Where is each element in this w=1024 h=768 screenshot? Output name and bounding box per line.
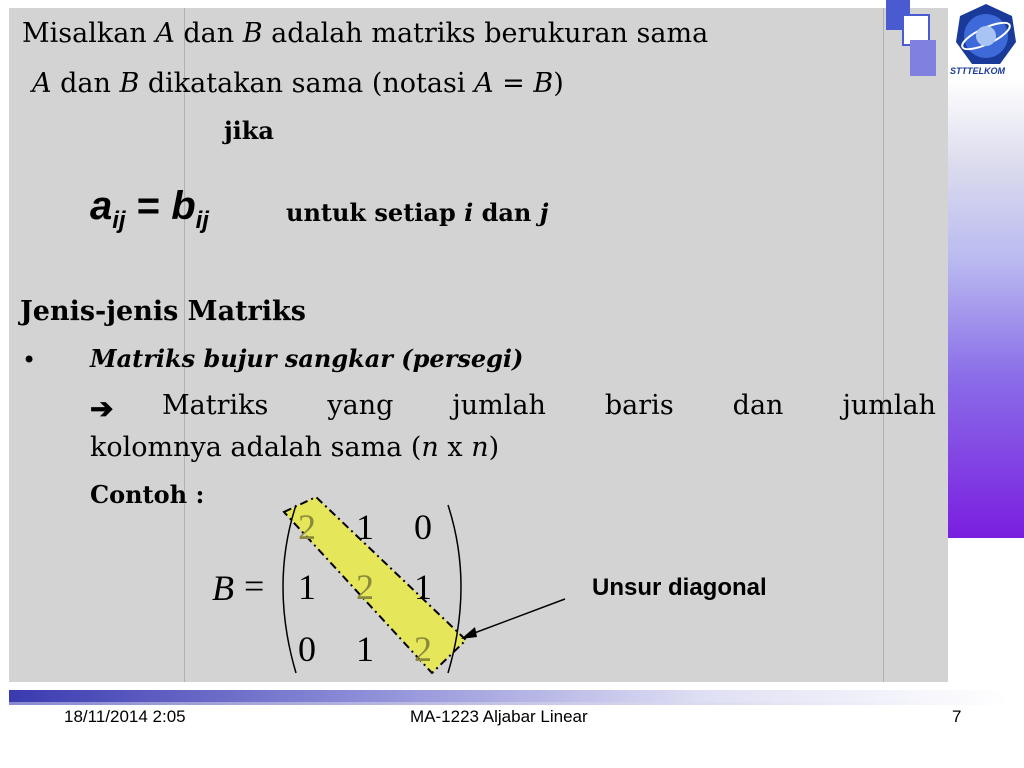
matrix-cell-0-2: 0 bbox=[414, 507, 432, 547]
desc-word: dan bbox=[732, 390, 784, 421]
index-j: j bbox=[539, 198, 549, 227]
formula-condition bbox=[286, 198, 548, 227]
matrix-cell-1-2: 1 bbox=[414, 567, 432, 607]
matrix-cell-2-0: 0 bbox=[298, 629, 316, 669]
equality-formula bbox=[90, 184, 209, 235]
footer-course: MA-1223 Aljabar Linear bbox=[410, 707, 588, 726]
definition-line-1 bbox=[22, 18, 708, 49]
description-line-2 bbox=[90, 432, 499, 463]
formula-b: b bbox=[171, 184, 196, 228]
var-A: A bbox=[155, 18, 175, 49]
equals-sign: = bbox=[493, 68, 534, 99]
description-line-1 bbox=[162, 390, 936, 421]
desc-word: jumlah bbox=[452, 390, 546, 421]
desc-word: Matriks bbox=[162, 390, 269, 421]
var-A: A bbox=[474, 68, 494, 99]
desc-text: ) bbox=[488, 432, 500, 463]
var-B: B bbox=[242, 18, 263, 49]
logo-text: STTTELKOM bbox=[950, 66, 1005, 76]
def-text: dan bbox=[174, 18, 243, 49]
jika-label: jika bbox=[224, 116, 274, 145]
footer-bar bbox=[9, 690, 1009, 702]
corner-square-3 bbox=[910, 40, 936, 76]
left-bracket bbox=[283, 505, 296, 673]
sttelkom-logo bbox=[950, 2, 1022, 78]
index-i: i bbox=[464, 198, 474, 227]
desc-word: yang bbox=[327, 390, 394, 421]
var-n: n bbox=[421, 432, 439, 463]
definition-line-2 bbox=[32, 68, 564, 99]
list-item-square-matrix: Matriks bujur sangkar (persegi) bbox=[90, 344, 524, 373]
footer-date: 18/11/2014 2:05 bbox=[64, 707, 186, 726]
formula-a: a bbox=[90, 184, 113, 228]
desc-text: x bbox=[438, 432, 472, 463]
matrix-cell-2-2: 2 bbox=[414, 629, 432, 669]
def-text: adalah matriks berukuran sama bbox=[262, 18, 709, 49]
footer-page-number: 7 bbox=[952, 707, 962, 726]
formula-b-subscript: ij bbox=[195, 207, 209, 234]
desc-word: jumlah bbox=[842, 390, 936, 421]
matrix-cell-0-0: 2 bbox=[298, 507, 316, 547]
section-title: Jenis-jenis Matriks bbox=[20, 296, 306, 327]
matrix-equals: = bbox=[244, 566, 265, 606]
matrix-cell-2-1: 1 bbox=[356, 629, 374, 669]
matrix-name: B bbox=[212, 568, 234, 608]
matrix-cell-0-1: 1 bbox=[356, 507, 374, 547]
condition-text: untuk setiap bbox=[286, 198, 465, 227]
desc-word: baris bbox=[604, 390, 674, 421]
arrow-icon: ➔ bbox=[90, 393, 114, 424]
var-A: A bbox=[32, 68, 52, 99]
footer-bar-thin bbox=[9, 702, 1009, 705]
var-n: n bbox=[471, 432, 489, 463]
def-text: dan bbox=[51, 68, 120, 99]
formula-a-subscript: ij bbox=[112, 207, 126, 234]
formula-equals: = bbox=[136, 184, 161, 228]
decorative-gradient-bar bbox=[948, 78, 1024, 538]
var-B: B bbox=[533, 68, 554, 99]
desc-text: kolomnya adalah sama ( bbox=[90, 432, 422, 463]
condition-text: dan bbox=[473, 198, 540, 227]
matrix-cell-1-1: 2 bbox=[356, 567, 374, 607]
annotation-arrow bbox=[455, 595, 570, 645]
def-text: dikatakan sama (notasi bbox=[139, 68, 475, 99]
example-label: Contoh : bbox=[90, 480, 205, 509]
bullet: • bbox=[22, 346, 37, 374]
var-B: B bbox=[119, 68, 140, 99]
matrix-cell-1-0: 1 bbox=[298, 567, 316, 607]
diagonal-annotation-label: Unsur diagonal bbox=[592, 574, 767, 601]
def-text: Misalkan bbox=[22, 18, 156, 49]
def-text: ) bbox=[553, 68, 564, 99]
guide-line-right bbox=[883, 8, 884, 682]
